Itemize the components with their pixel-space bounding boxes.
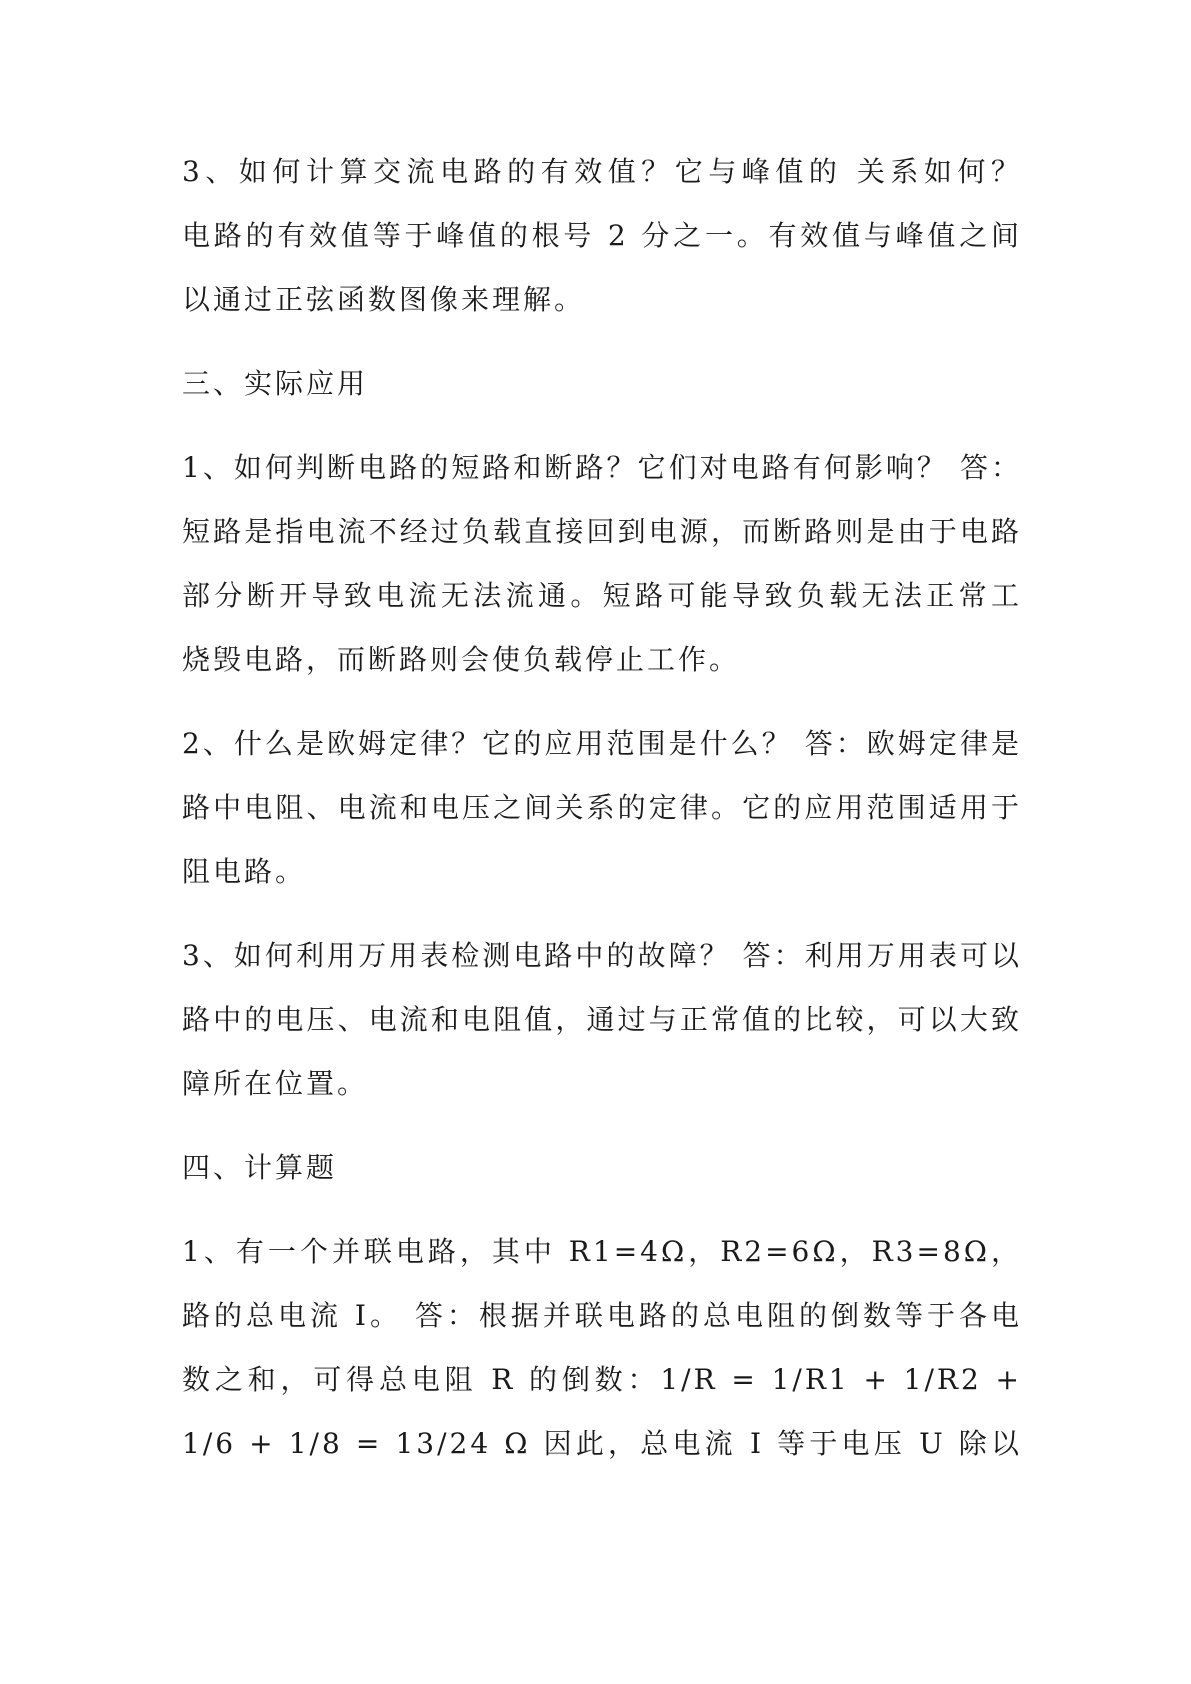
text-line: 阻电路。 (182, 855, 307, 888)
text-line: 障所在位置。 (182, 1067, 369, 1100)
text-line: 电路的有效值等于峰值的根号 2 分之一。有效值与峰值之间 (182, 219, 1022, 252)
text-line: 部分断开导致电流无法流通。短路可能导致负载无法正常工 (182, 579, 1022, 612)
text-line: 路中的电压、电流和电阻值，通过与正常值的比较，可以大致 (182, 1003, 1022, 1036)
paragraph-ohms-law (182, 712, 1022, 904)
section-heading-calculation: 四、计算题 (182, 1151, 338, 1184)
text-line: 1/6 + 1/8 = 13/24 Ω 因此，总电流 I 等于电压 U 除以 (182, 1427, 1022, 1460)
text-line: 以通过正弦函数图像来理解。 (182, 283, 586, 316)
text-line: 1、有一个并联电路，其中 R1=4Ω，R2=6Ω，R3=8Ω， (182, 1235, 1022, 1268)
text-line: 路的总电流 I。 答：根据并联电路的总电阻的倒数等于各电 (182, 1299, 1022, 1332)
paragraph-q3-effective-value (182, 140, 1022, 332)
text-line: 3、如何计算交流电路的有效值？它与峰值的 关系如何？ (182, 155, 1022, 188)
text-line: 烧毁电路，而断路则会使负载停止工作。 (182, 643, 741, 676)
text-line: 2、什么是欧姆定律？它的应用范围是什么？ 答：欧姆定律是 (182, 727, 1022, 760)
text-line: 数之和，可得总电阻 R 的倒数：1/R = 1/R1 + 1/R2 + (182, 1363, 1022, 1396)
text-line: 3、如何利用万用表检测电路中的故障？ 答：利用万用表可以 (182, 939, 1022, 972)
section-heading-practical-application: 三、实际应用 (182, 367, 369, 400)
text-line: 短路是指电流不经过负载直接回到电源，而断路则是由于电路 (182, 515, 1022, 548)
text-line: 路中电阻、电流和电压之间关系的定律。它的应用范围适用于 (182, 791, 1022, 824)
paragraph-multimeter (182, 924, 1022, 1116)
paragraph-parallel-circuit (182, 1220, 1022, 1476)
paragraph-short-open-circuit (182, 436, 1022, 692)
text-line: 1、如何判断电路的短路和断路？它们对电路有何影响？ 答： (182, 451, 1022, 484)
document-body (182, 140, 1022, 1476)
